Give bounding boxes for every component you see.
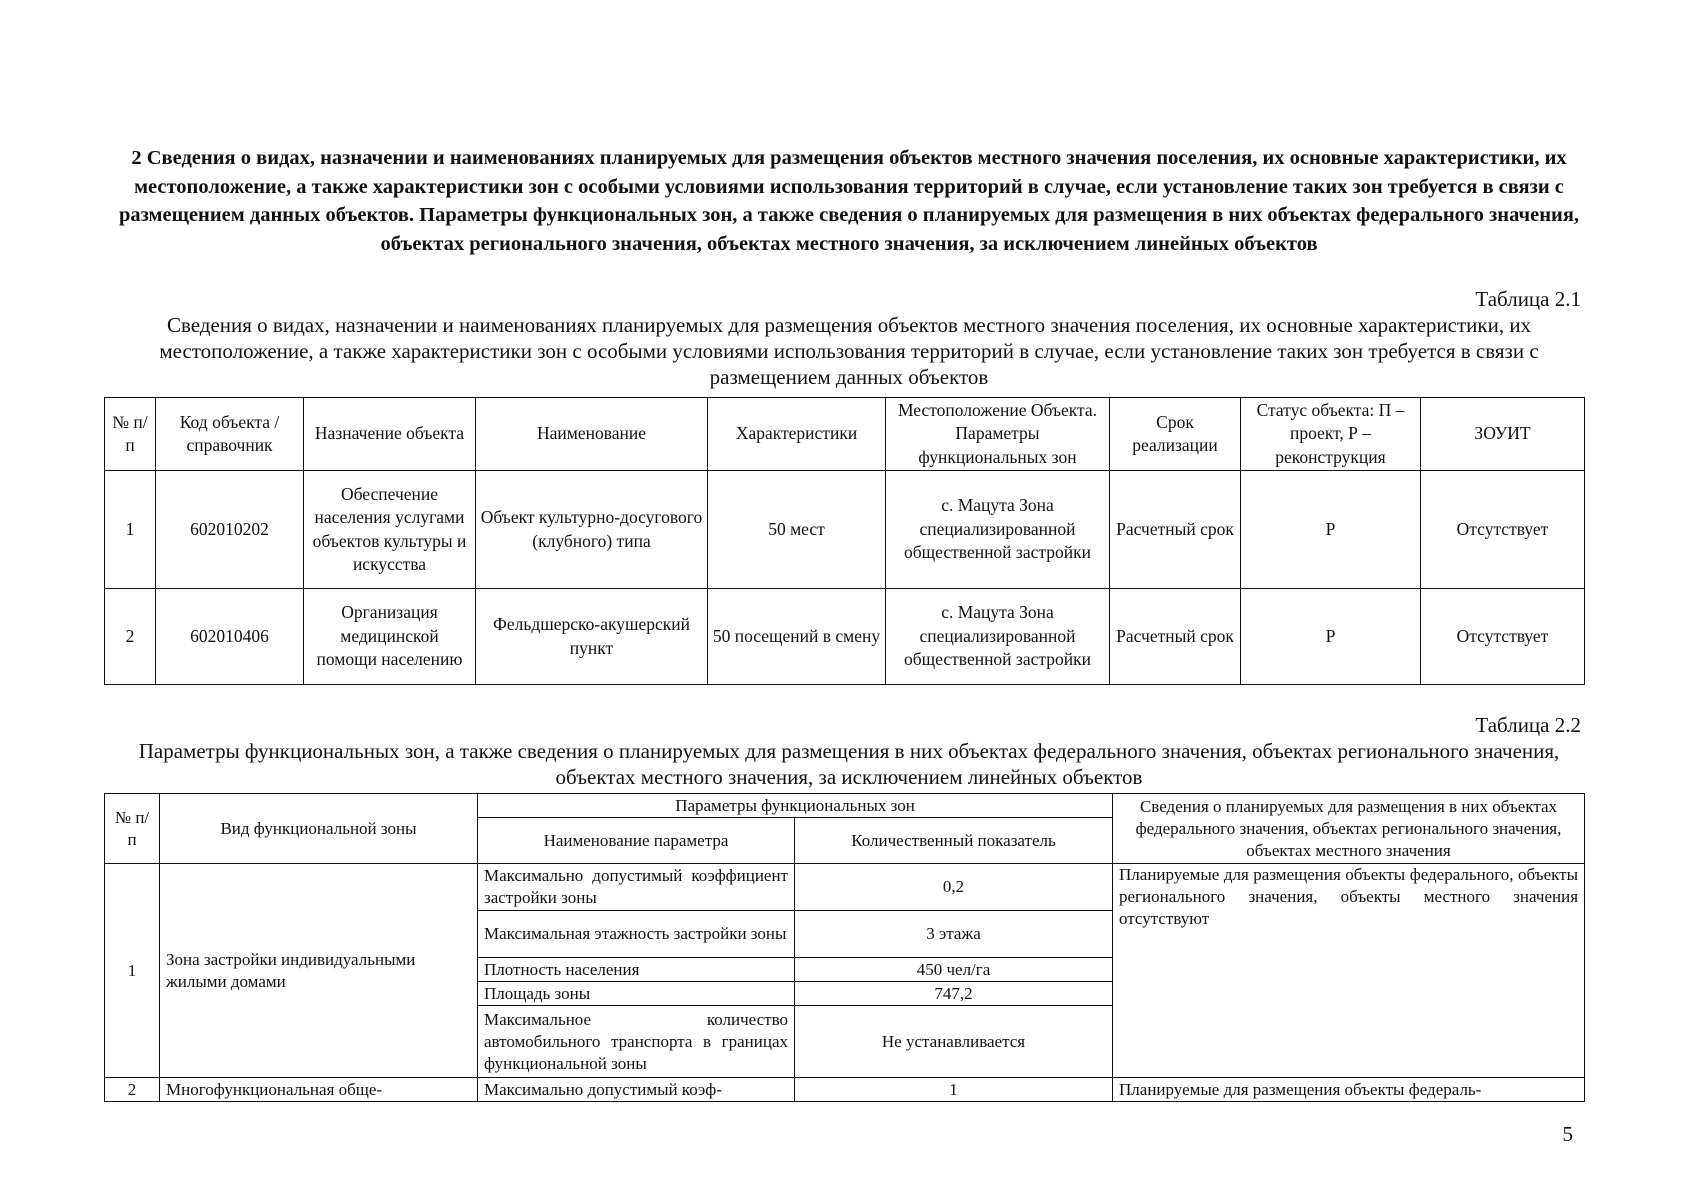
table-cell: с. Мацута Зона специализированной общественной застройки [886, 589, 1110, 685]
table-cell: Расчетный срок [1110, 589, 1241, 685]
table-cell: Зона застройки индивидуальными жилыми домами [160, 864, 478, 1078]
table-cell: Максимальная этажность застройки зоны [478, 911, 795, 958]
table-2-2-label: Таблица 2.2 [1475, 713, 1581, 737]
header-cell: Параметры функциональных зон [478, 794, 1113, 818]
table-cell: 450 чел/га [795, 958, 1113, 982]
table-cell: Р [1241, 589, 1421, 685]
table-cell: Максимальное количество автомобильного транспорта в границах функциональной зоны [478, 1006, 795, 1078]
table-cell: Площадь зоны [478, 982, 795, 1006]
header-cell: № п/п [105, 794, 160, 864]
table-2-2-caption: Параметры функциональных зон, а также сведения о планируемых для размещения в них объектах федерального значения, объектах регионального значения, объектах местного значения, за исключением линейных объектов [138, 739, 1560, 789]
table-cell: Планируемые для размещения объекты федераль- [1113, 1078, 1585, 1102]
table-2-1-caption: Сведения о видах, назначении и наименованиях планируемых для размещения объектов местного значения поселения, их основные характеристики, их местоположение, а также характеристики зон с особыми условиями использования территорий в случае, если установление таких зон требуется в связи с размещением данных объектов [159, 313, 1539, 389]
table-cell: Не устанавливается [795, 1006, 1113, 1078]
table-cell: 0,2 [795, 864, 1113, 911]
table-cell: Плотность населения [478, 958, 795, 982]
table-cell: 3 этажа [795, 911, 1113, 958]
table-cell: Обеспечение населения услугами объектов культуры и искусства [304, 471, 476, 589]
header-cell: Местоположение Объекта. Параметры функциональных зон [886, 398, 1110, 471]
table-cell: Многофункциональная обще- [160, 1078, 478, 1102]
header-cell: № п/п [105, 398, 156, 471]
table-2-1 [104, 397, 1585, 685]
table-row [105, 471, 1585, 589]
page-number: 5 [1562, 1122, 1573, 1146]
header-cell: Статус объекта: П – проект, Р – реконструкция [1241, 398, 1421, 471]
table-cell: 1 [795, 1078, 1113, 1102]
section-heading: 2 Сведения о видах, назначении и наименованиях планируемых для размещения объектов местного значения поселения, их основные характеристики, их местоположение, а также характеристики зон с особыми условиями использования территорий в случае, если установление таких зон требуется в связи с размещением данных объектов. Параметры функциональных зон, а также сведения о планируемых для размещения в них объектах федерального значения, объектах регионального значения, объектах местного значения, за исключением линейных объектов [118, 147, 1580, 255]
table-cell: Максимально допустимый коэффициент застройки зоны [478, 864, 795, 911]
header-cell: Код объекта / справочник [156, 398, 304, 471]
table-cell: 2 [105, 589, 156, 685]
header-cell: Количественный показатель [795, 818, 1113, 864]
header-cell: Наименование параметра [478, 818, 795, 864]
header-cell: Назначение объекта [304, 398, 476, 471]
table-cell: Планируемые для размещения объекты федерального, объекты регионального значения, объекты местного значения отсутствуют [1113, 864, 1585, 1078]
table-cell: 50 посещений в смену [708, 589, 886, 685]
table-cell: 1 [105, 471, 156, 589]
header-cell: Вид функциональной зоны [160, 794, 478, 864]
table-cell: Объект культурно-досугового (клубного) типа [476, 471, 708, 589]
header-cell: Характеристики [708, 398, 886, 471]
table-cell: Отсутствует [1421, 589, 1585, 685]
table-cell: 1 [105, 864, 160, 1078]
header-cell: Срок реализации [1110, 398, 1241, 471]
table-cell: Фельдшерско-акушерский пункт [476, 589, 708, 685]
table-cell: 602010406 [156, 589, 304, 685]
table-row [105, 589, 1585, 685]
table-cell: 602010202 [156, 471, 304, 589]
table-row [105, 1078, 1585, 1102]
table-cell: Организация медицинской помощи населению [304, 589, 476, 685]
table-cell: 747,2 [795, 982, 1113, 1006]
table-cell: с. Мацута Зона специализированной общественной застройки [886, 471, 1110, 589]
table-cell: Р [1241, 471, 1421, 589]
table-cell: Отсутствует [1421, 471, 1585, 589]
header-cell: ЗОУИТ [1421, 398, 1585, 471]
table-header-row [105, 794, 1585, 818]
table-2-1-label: Таблица 2.1 [1475, 287, 1581, 311]
table-cell: 2 [105, 1078, 160, 1102]
header-cell: Наименование [476, 398, 708, 471]
table-cell: Максимально допустимый коэф- [478, 1078, 795, 1102]
table-header-row [105, 398, 1585, 471]
table-row [105, 864, 1585, 911]
header-cell: Сведения о планируемых для размещения в них объектах федерального значения, объектах регионального значения, объектах местного значения [1113, 794, 1585, 864]
table-cell: 50 мест [708, 471, 886, 589]
table-cell: Расчетный срок [1110, 471, 1241, 589]
table-2-2 [104, 793, 1585, 1102]
